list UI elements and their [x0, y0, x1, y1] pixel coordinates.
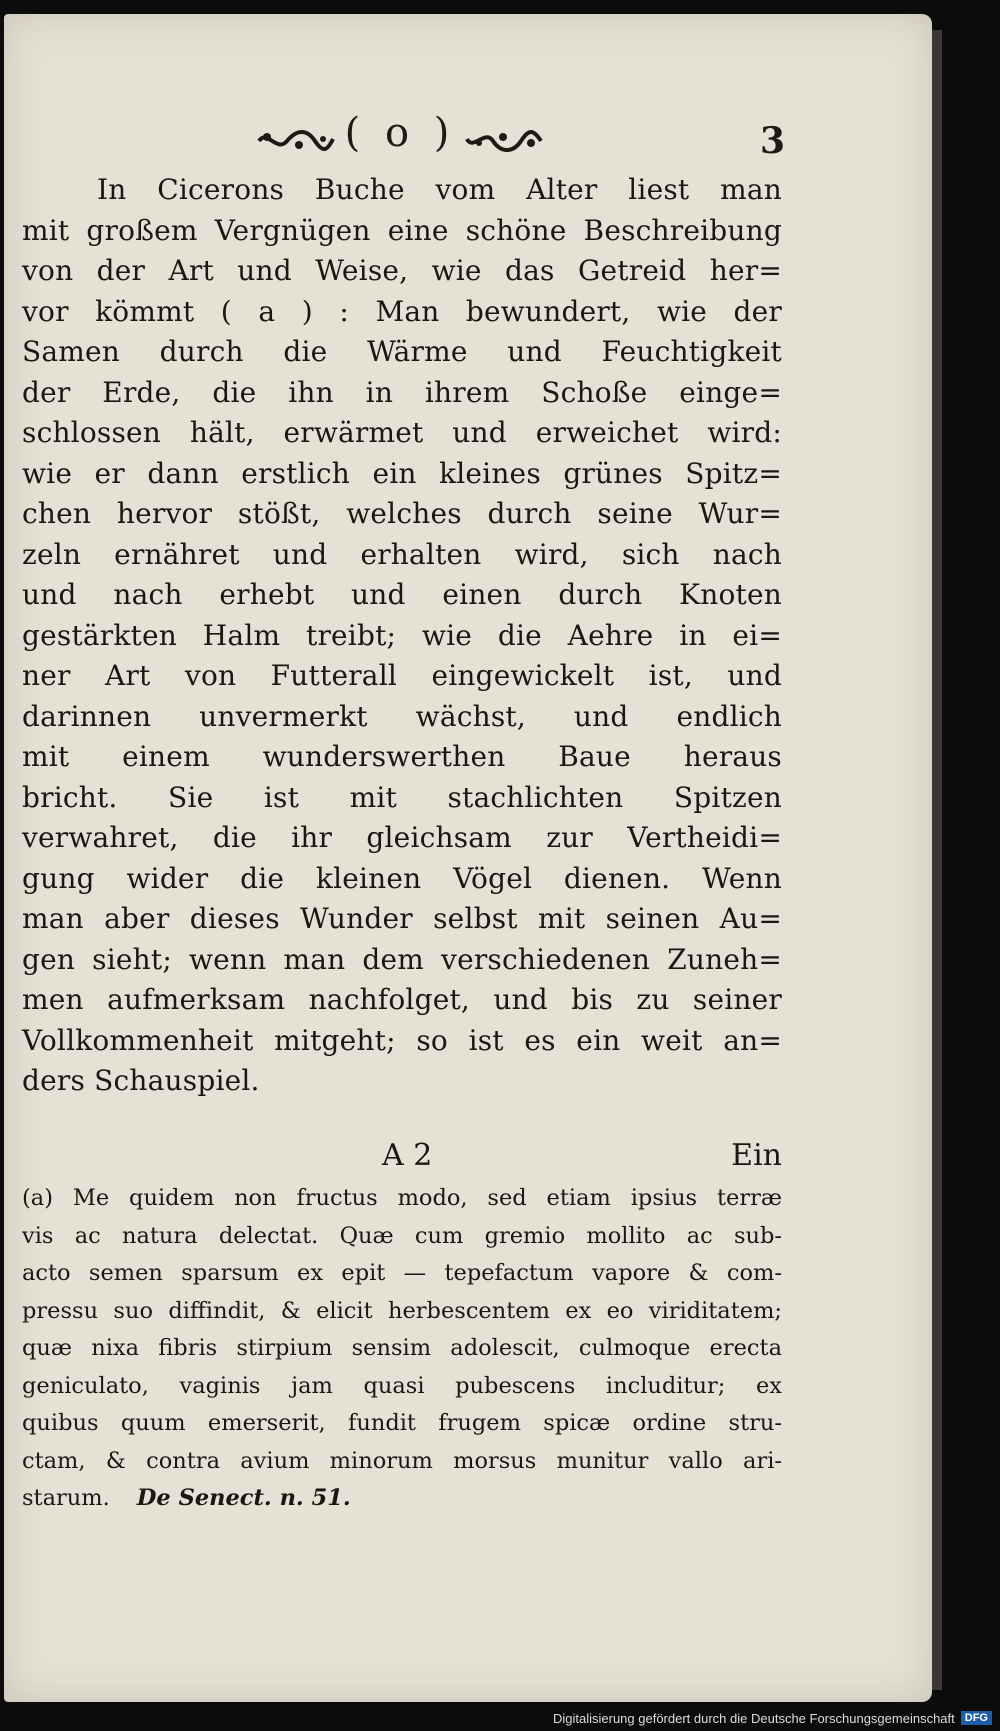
text-line: wie er dann erstlich ein kleines grünes Spitz=: [22, 456, 782, 490]
running-head: [250, 108, 550, 158]
footnote-line: [22, 1480, 782, 1518]
footnote-line: ctam, & contra avium minorum morsus munitur vallo ari-: [22, 1447, 782, 1474]
signature-mark: A 2: [382, 1138, 433, 1173]
digitization-credit-bar: [0, 1705, 1000, 1731]
text-line: mit großem Vergnügen eine schöne Beschreibung: [22, 213, 782, 247]
text-line: schlossen hält, erwärmet und erweichet wird:: [22, 416, 782, 449]
text-line: man aber dieses Wunder selbst mit seinen Au=: [22, 902, 782, 935]
text-line: ders Schauspiel.: [22, 1064, 260, 1097]
footnote: [22, 1180, 782, 1518]
text-line: Vollkommenheit mitgeht; so ist es ein weit an=: [22, 1023, 782, 1057]
text-line: gung wider die kleinen Vögel dienen. Wenn: [22, 861, 782, 895]
text-line: darinnen unvermerkt wächst, und endlich: [22, 699, 782, 733]
text-line: der Erde, die ihn in ihrem Schoße einge=: [22, 375, 782, 409]
text-line: vor kömmt ( a ) : Man bewundert, wie der: [22, 294, 782, 328]
dfg-logo: DFG: [961, 1711, 992, 1725]
footnote-last-word: starum.: [22, 1485, 110, 1511]
text-line: gen sieht; wenn man dem verschiedenen Zuneh=: [22, 942, 782, 976]
catchword: Ein: [731, 1138, 782, 1173]
text-line: Samen durch die Wärme und Feuchtigkeit: [22, 335, 782, 368]
running-head-mark: ( o ): [344, 110, 456, 156]
fleuron-right-icon: [465, 119, 545, 147]
text-line: mit einem wunderswerthen Baue heraus: [22, 740, 782, 773]
footnote-line: quibus quum emerserit, fundit frugem spicæ ordine stru-: [22, 1410, 782, 1436]
text-line: chen hervor stößt, welches durch seine Wur=: [22, 497, 782, 530]
footnote-line: (a) Me quidem non fructus modo, sed etiam ipsius terræ: [22, 1185, 782, 1211]
page-number: 3: [760, 120, 786, 162]
credit-text: Digitalisierung gefördert durch die Deutsche Forschungsgemeinschaft: [552, 1710, 955, 1726]
signature-row: [22, 1138, 782, 1182]
text-line: men aufmerksam nachfolget, und bis zu seiner: [22, 983, 782, 1016]
text-line: von der Art und Weise, wie das Getreid her=: [22, 254, 782, 287]
footnote-line: acto semen sparsum ex epit — tepefactum vapore & com-: [22, 1260, 782, 1286]
footnote-line: quæ nixa fibris stirpium sensim adolescit, culmoque erecta: [22, 1335, 782, 1361]
text-line: verwahret, die ihr gleichsam zur Vertheidi=: [22, 821, 782, 854]
footnote-line: vis ac natura delectat. Quæ cum gremio mollito ac sub-: [22, 1222, 782, 1249]
footnote-line: geniculato, vaginis jam quasi pubescens includitur; ex: [22, 1372, 782, 1399]
footnote-line: pressu suo diffindit, & elicit herbescentem ex eo viriditatem;: [22, 1297, 782, 1324]
body-text: [22, 170, 782, 1102]
footnote-reference: De Senect. n. 51.: [136, 1485, 351, 1511]
text-line: bricht. Sie ist mit stachlichten Spitzen: [22, 780, 782, 814]
text-line: In Cicerons Buche vom Alter liest man: [97, 173, 782, 206]
page-edge: [932, 30, 942, 1690]
text-line: gestärkten Halm treibt; wie die Aehre in ei=: [22, 618, 782, 652]
fleuron-left-icon: [255, 119, 335, 147]
text-line: zeln ernähret und erhalten wird, sich nach: [22, 537, 782, 571]
text-line: und nach erhebt und einen durch Knoten: [22, 578, 782, 611]
text-line: ner Art von Futterall eingewickelt ist, und: [22, 659, 782, 692]
